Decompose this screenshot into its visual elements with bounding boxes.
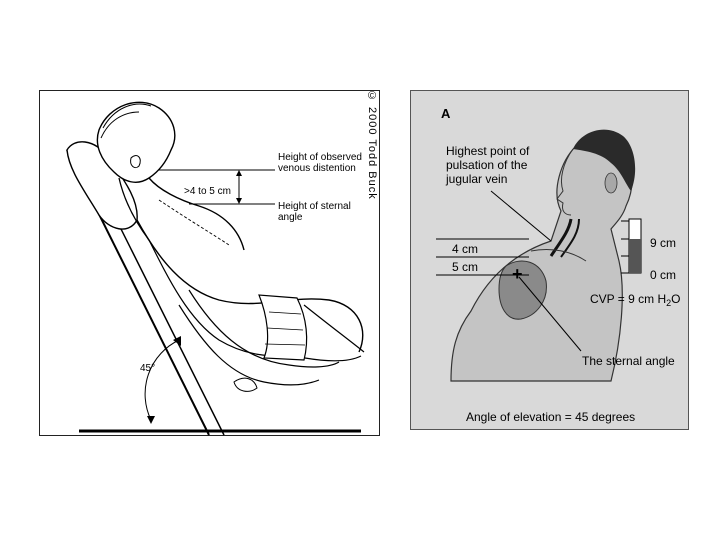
label-sternal-line2: angle bbox=[278, 212, 303, 223]
label-angle-elevation: Angle of elevation = 45 degrees bbox=[466, 410, 636, 424]
copyright-notice: © 2000 Todd Buck bbox=[366, 90, 378, 200]
panel-letter: A bbox=[441, 106, 451, 121]
label-sternal-height bbox=[278, 201, 351, 223]
label-9cm: 9 cm bbox=[650, 236, 677, 250]
label-range: >4 to 5 cm bbox=[184, 186, 231, 197]
label-cvp-main: CVP = 9 cm H bbox=[590, 292, 667, 306]
label-45-degrees: 45° bbox=[140, 363, 156, 374]
left-illustration-panel bbox=[39, 90, 380, 436]
label-4cm: 4 cm bbox=[452, 242, 479, 256]
label-5cm: 5 cm bbox=[452, 260, 479, 274]
label-cvp-subscript: 2 bbox=[666, 298, 672, 308]
manometer-fill bbox=[629, 239, 641, 273]
label-0cm: 0 cm bbox=[650, 268, 677, 282]
label-venous-line2: venous distention bbox=[278, 163, 356, 174]
label-highest-line1: Highest point of bbox=[446, 144, 530, 158]
label-venous-line1: Height of observed bbox=[278, 152, 362, 163]
label-sternal-angle: The sternal angle bbox=[582, 354, 675, 368]
label-cvp bbox=[590, 292, 681, 310]
reclining-patient-drawing bbox=[39, 90, 380, 436]
label-venous-distention bbox=[278, 152, 362, 174]
label-highest-line2: pulsation of the bbox=[446, 158, 528, 172]
label-cvp-tail: O bbox=[671, 292, 681, 306]
label-sternal-line1: Height of sternal bbox=[278, 201, 351, 212]
label-highest-point bbox=[446, 144, 529, 186]
plus-marker: + bbox=[512, 264, 523, 284]
label-highest-line3: jugular vein bbox=[446, 172, 508, 186]
